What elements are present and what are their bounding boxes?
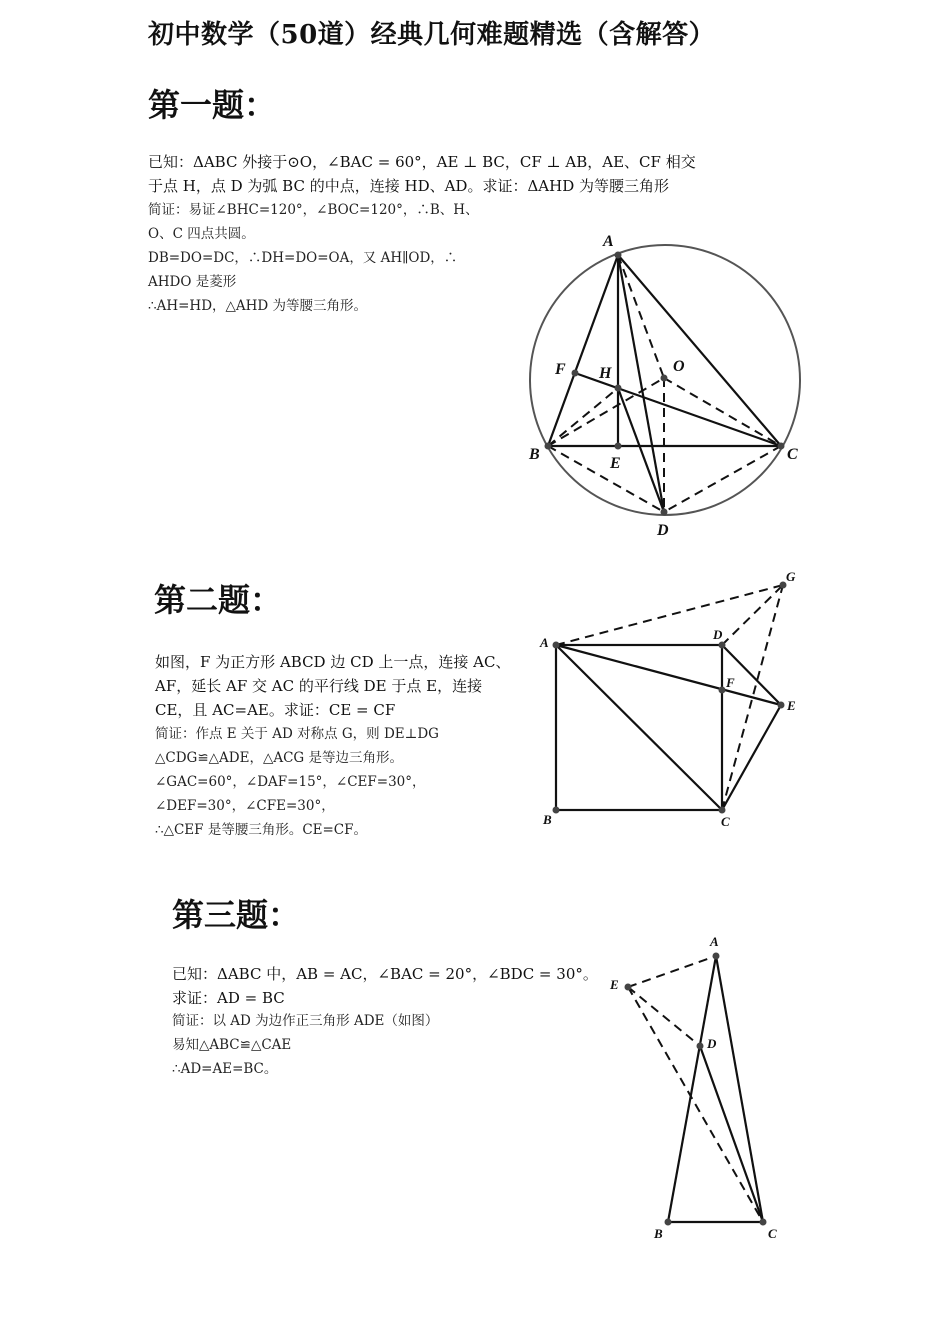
q2-proof-line-5: ∴△CEF 是等腰三角形。CE=CF。: [155, 822, 368, 838]
q3-segment-ac: [716, 956, 763, 1222]
q3-proof-line-1: 简证：以 AD 为边作正三角形 ADE（如图）: [172, 1013, 439, 1029]
q1-segment-ao: [618, 255, 664, 378]
q1-statement-line-2: 于点 H，点 D 为弧 BC 的中点，连接 HD、AD。求证：ΔAHD 为等腰三角形: [148, 177, 670, 195]
q3-segment-ab: [668, 956, 716, 1222]
q3-point-b: [665, 1219, 672, 1226]
q2-proof-line-3: ∠GAC=60°，∠DAF=15°，∠CEF=30°，: [155, 774, 426, 790]
q2-segment-ac: [556, 645, 722, 810]
q1-figure: [520, 225, 820, 545]
q2-label-b: B: [543, 812, 552, 827]
q1-point-f: [572, 370, 579, 377]
q1-proof-line-4: AHDO 是菱形: [148, 274, 237, 290]
q1-label-h: H: [599, 365, 612, 382]
q3-proof-line-3: ∴AD=AE=BC。: [172, 1061, 278, 1077]
q3-statement: [172, 962, 598, 1010]
q2-proof-line-4: ∠DEF=30°，∠CFE=30°，: [155, 798, 335, 814]
q2-statement-line-3: CE，且 AC=AE。求证：CE = CF: [155, 701, 396, 719]
q3-segment-dc: [700, 1046, 763, 1222]
q3-point-e: [625, 984, 632, 991]
q1-point-b: [545, 443, 552, 450]
q1-point-a: [615, 252, 622, 259]
q1-proof-line-2: O、C 四点共圆。: [148, 226, 255, 242]
q2-heading: 第二题：: [154, 581, 283, 619]
q2-label-a: A: [540, 635, 549, 650]
q2-proof-line-2: △CDG≌△ADE，△ACG 是等边三角形。: [155, 750, 403, 766]
q2-proof: [155, 722, 439, 842]
q3-statement-line-1: 已知：ΔABC 中，AB = AC，∠BAC = 20°，∠BDC = 30°。: [172, 965, 598, 983]
q1-label-d: D: [657, 522, 669, 539]
q1-statement-line-1: 已知：ΔABC 外接于⊙O，∠BAC = 60°，AE ⊥ BC，CF ⊥ AB，AE、CF 相交: [148, 153, 696, 171]
q1-label-f: F: [555, 361, 566, 378]
q1-label-o: O: [673, 358, 685, 375]
q1-segment-oc: [664, 378, 781, 446]
q3-point-a: [713, 953, 720, 960]
q1-point-e: [615, 443, 622, 450]
q3-label-d: D: [707, 1036, 717, 1051]
q3-statement-line-2: 求证：AD = BC: [172, 989, 285, 1007]
q1-statement: [148, 150, 696, 198]
q1-proof: [148, 198, 479, 318]
q3-point-d: [697, 1043, 704, 1050]
q3-label-a: A: [710, 934, 719, 949]
q1-point-h: [615, 385, 622, 392]
q3-proof-line-2: 易知△ABC≌△CAE: [172, 1037, 292, 1053]
q1-segment-ad: [618, 255, 664, 512]
q3-segment-ea: [628, 956, 716, 987]
q1-label-a: A: [603, 233, 614, 250]
q1-label-c: C: [787, 446, 798, 463]
q2-proof-line-1: 简证：作点 E 关于 AD 对称点 G，则 DE⊥DG: [155, 726, 439, 742]
q3-segment-ed: [628, 987, 700, 1046]
q2-segment-ce: [722, 705, 781, 810]
q3-label-c: C: [768, 1226, 777, 1241]
q1-proof-line-3: DB=DO=DC，∴DH=DO=OA，又 AH∥OD，∴: [148, 250, 458, 266]
q2-statement-line-1: 如图，F 为正方形 ABCD 边 CD 上一点，连接 AC、: [155, 653, 511, 671]
q3-figure: [600, 930, 790, 1248]
q2-point-a: [553, 642, 560, 649]
q2-statement-line-2: AF，延长 AF 交 AC 的平行线 DE 于点 E，连接: [155, 677, 483, 695]
q2-point-f: [719, 687, 726, 694]
q2-label-g: G: [786, 569, 796, 584]
q2-point-d: [719, 642, 726, 649]
q2-label-d: D: [713, 627, 723, 642]
q2-point-e: [778, 702, 785, 709]
q1-segment-hd: [618, 388, 664, 512]
q1-proof-line-1: 简证：易证∠BHC=120°，∠BOC=120°，∴B、H、: [148, 202, 479, 218]
q2-label-f: F: [726, 675, 735, 690]
q1-proof-line-5: ∴AH=HD，△AHD 为等腰三角形。: [148, 298, 368, 314]
q2-label-c: C: [721, 814, 730, 829]
q2-label-e: E: [787, 698, 796, 713]
q3-label-b: B: [654, 1226, 663, 1241]
q1-heading: 第一题：: [148, 86, 277, 124]
q2-segment-ae: [556, 645, 781, 705]
q3-point-c: [760, 1219, 767, 1226]
q1-point-c: [778, 443, 785, 450]
q2-point-c: [719, 807, 726, 814]
q3-label-e: E: [610, 977, 619, 992]
q1-label-e: E: [610, 455, 621, 472]
q1-point-o: [661, 375, 668, 382]
q2-point-b: [553, 807, 560, 814]
q3-proof: [172, 1009, 438, 1081]
q2-figure: [530, 565, 810, 835]
q2-segment-ag: [556, 585, 783, 645]
q3-heading: 第三题：: [172, 896, 301, 934]
document-title: 初中数学（50道）经典几何难题精选（含解答）: [148, 20, 716, 50]
q1-label-b: B: [529, 446, 540, 463]
q2-statement: [155, 650, 510, 722]
q1-point-d: [661, 509, 668, 516]
